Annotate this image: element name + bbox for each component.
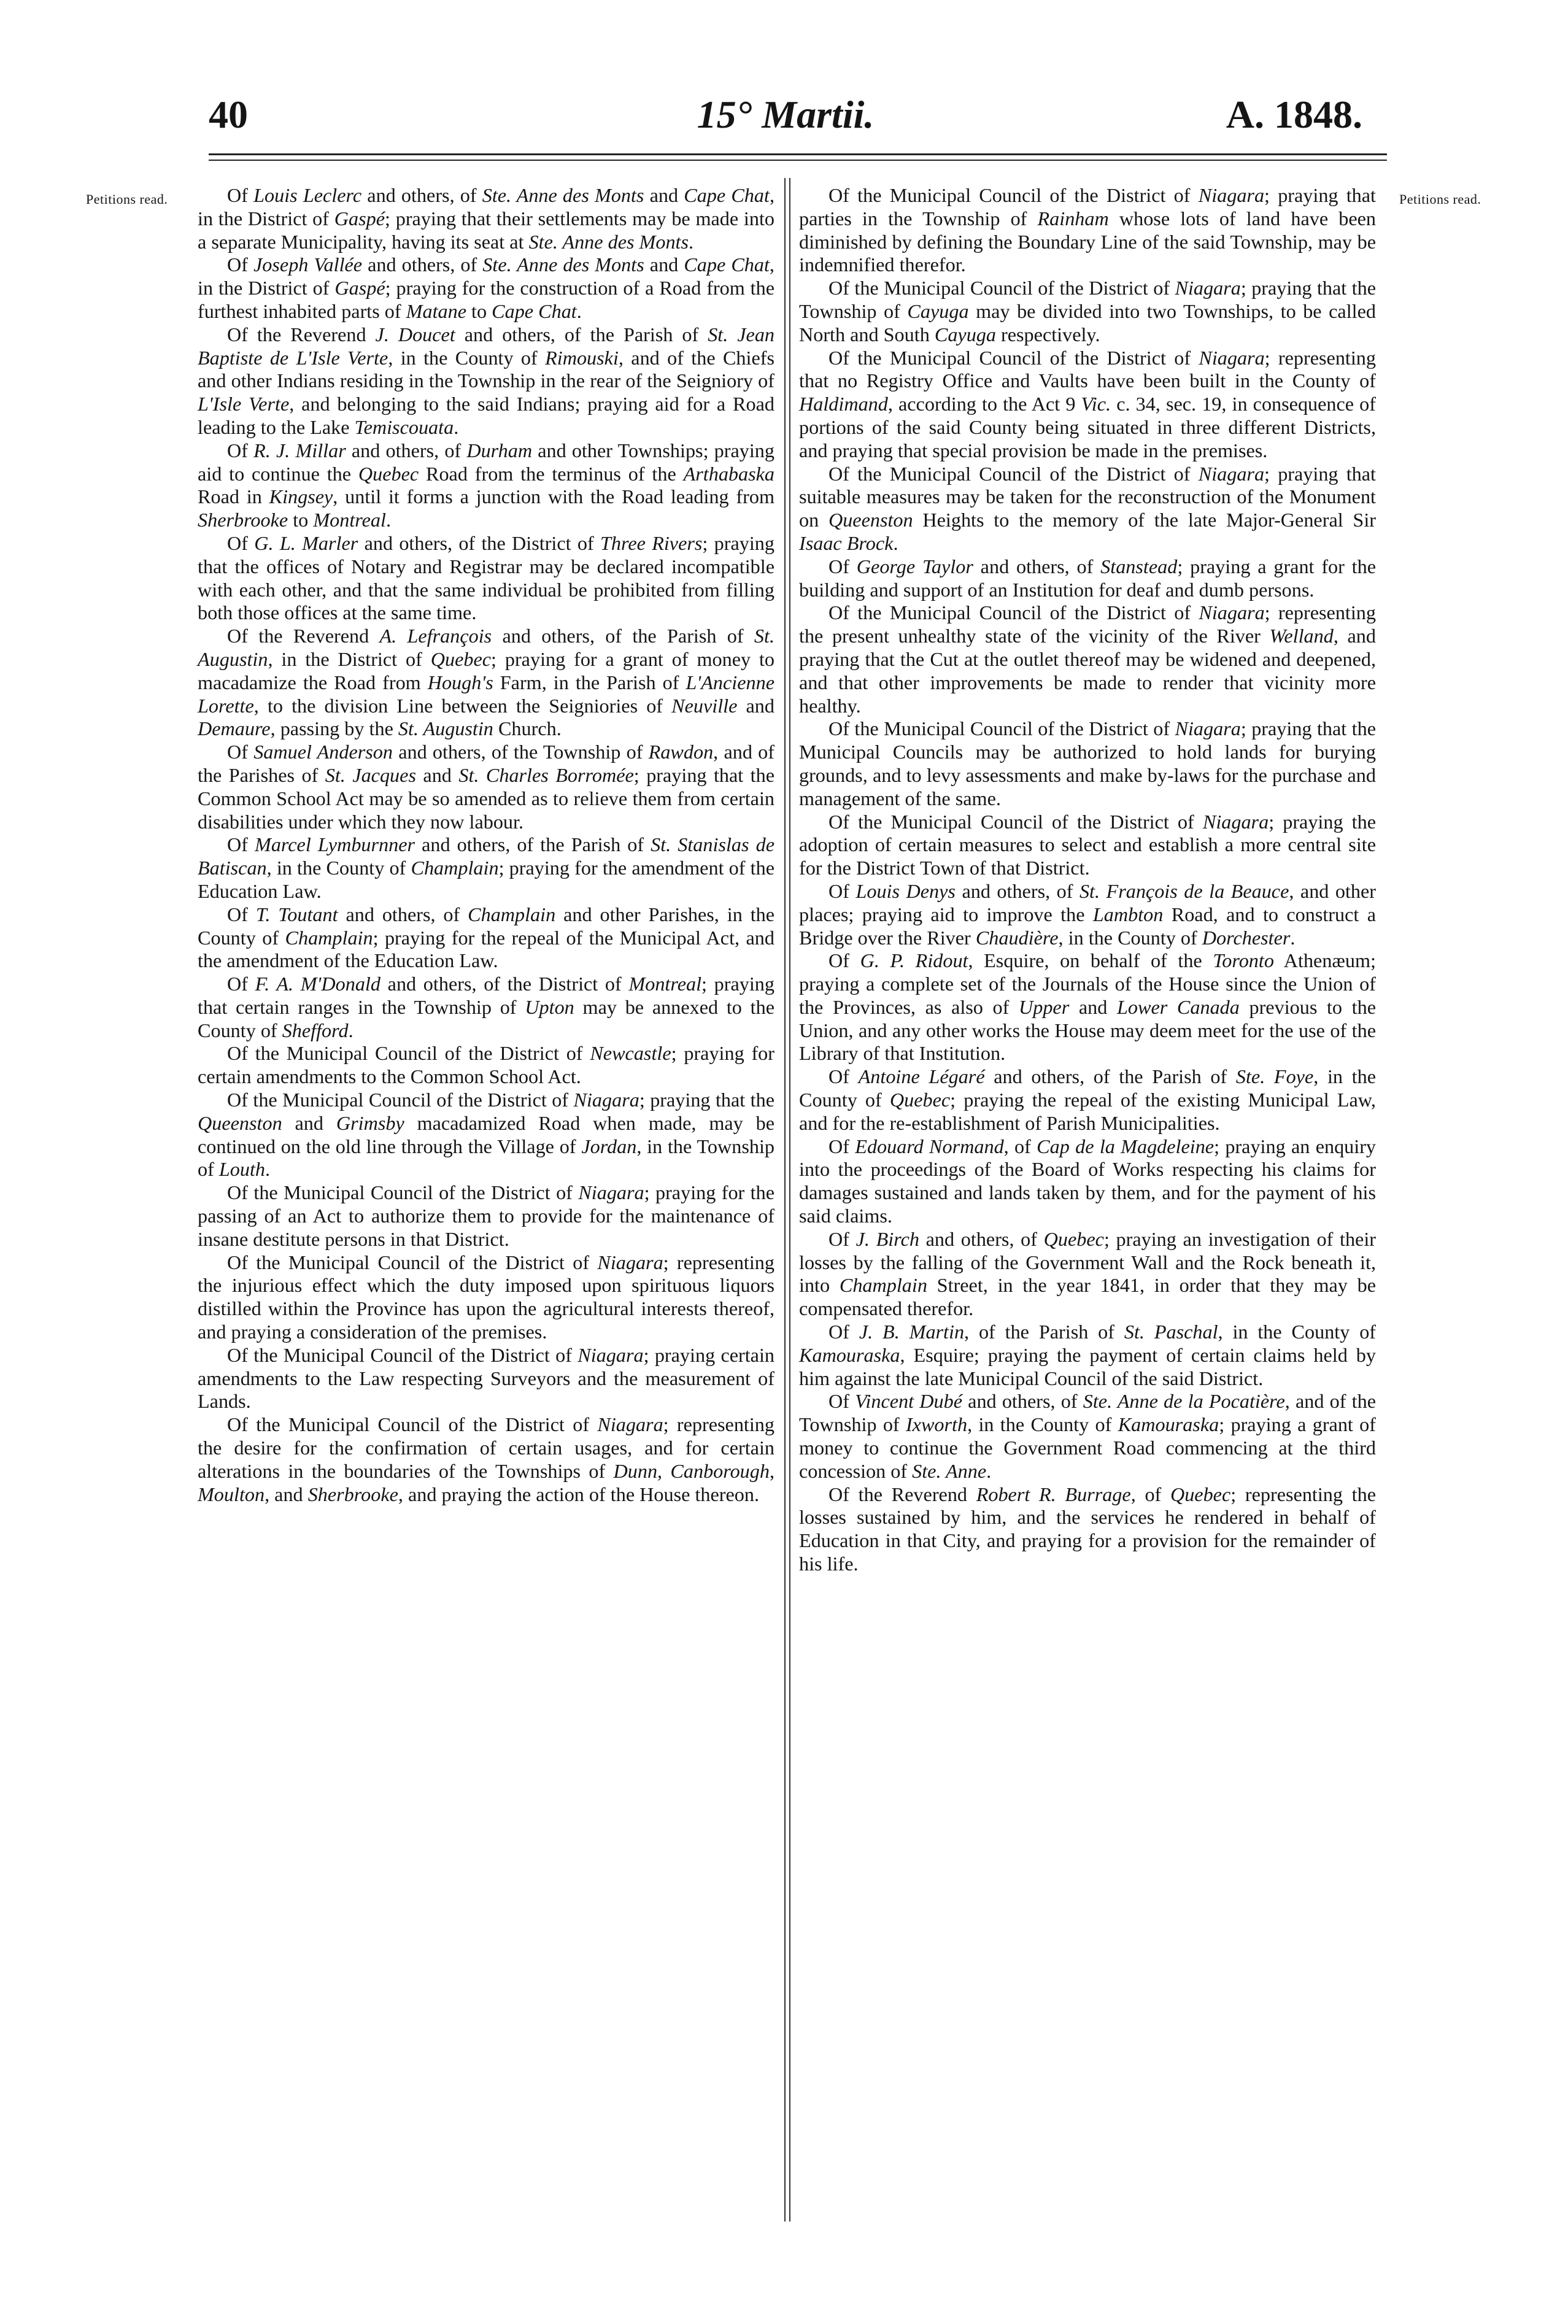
petition-entry: Of Marcel Lymburnner and others, of the Parish of St. Stanislas de Batiscan, in the County of Champlain; praying for the amendment of the Education Law. (198, 833, 774, 902)
petition-entry: Of the Municipal Council of the District of Niagara; representing the injurious effect which the duty imposed upon spirituous liquors distilled within the Province has upon the agricultural interests thereof, and praying a consideration of the premises. (198, 1251, 774, 1343)
page-header (196, 92, 1375, 141)
petition-entry: Of Joseph Vallée and others, of Ste. Anne des Monts and Cape Chat, in the District of Gaspé; praying for the construction of a Road from the furthest inhabited parts of Matane to Cape Chat. (198, 253, 775, 322)
petition-entry: Of the Municipal Council of the District of Niagara; praying that the Municipal Councils may be authorized to hold lands for burying grounds, and to levy assessments and make by-laws for the purchase and management of the same. (799, 717, 1376, 809)
petition-entry: Of Louis Leclerc and others, of Ste. Anne des Monts and Cape Chat, in the District of Gaspé; praying that their settlements may be made into a separate Municipality, having its seat at Ste. Anne des Monts. (198, 184, 774, 253)
left-column (198, 184, 774, 1506)
margin-note-left: Petitions read. (86, 191, 168, 207)
header-rule-top (209, 153, 1387, 155)
petition-entry: Of the Municipal Council of the District of Niagara; praying that suitable measures may be taken for the reconstruction of the Monument on Queenston Heights to the memory of the late Major-General Sir Isaac Brock. (799, 462, 1377, 554)
petition-entry: Of the Reverend A. Lefrançois and others, of the Parish of St. Augustin, in the District of Quebec; praying for a grant of money to macadamize the Road from Hough's Farm, in the Parish of L'Ancienne Lorette, to the division Line between the Seigniories of Neuville and Demaure, passing by the St. Augustin Church. (198, 625, 775, 740)
petition-entry: Of F. A. M'Donald and others, of the District of Montreal; praying that certain ranges in the Township of Upton may be annexed to the County of Shefford. (198, 973, 774, 1041)
column-divider (789, 178, 790, 2222)
page-date: 15° Martii. (697, 93, 875, 136)
right-column (799, 184, 1376, 1576)
column-divider (784, 178, 786, 2222)
header-rule-bottom (209, 160, 1387, 161)
petition-entry: Of the Municipal Council of the District of Niagara; praying for the passing of an Act to authorize them to provide for the maintenance of insane destitute persons in that District. (198, 1181, 774, 1250)
petition-entry: Of G. L. Marler and others, of the District of Three Rivers; praying that the offices of Notary and Registrar may be declared incompatible with each other, and that the same individual be prohibited from filling both those offices at the same time. (198, 531, 774, 624)
petition-entry: Of the Reverend J. Doucet and others, of the Parish of St. Jean Baptiste de L'Isle Verte, in the County of Rimouski, and of the Chiefs and other Indians residing in the Township in the rear of the Seigniory of L'Isle Verte, and belonging to the said Indians; praying aid for a Road leading to the Lake Temiscouata. (198, 323, 775, 438)
petition-entry: Of the Municipal Council of the District of Niagara; representing that no Registry Office and Vaults have been built in the County of Haldimand, according to the Act 9 Vic. c. 34, sec. 19, in consequence of portions of the said County being situated in three different Districts, and praying that special provision be made in the premises. (799, 346, 1376, 461)
petition-entry: Of the Municipal Council of the District of Niagara; praying the adoption of certain measures to select and establish a more central site for the District Town of that District. (799, 810, 1376, 879)
petition-entry: Of R. J. Millar and others, of Durham and other Townships; praying aid to continue the Quebec Road from the terminus of the Arthabaska Road in Kingsey, until it forms a junction with the Road leading from Sherbrooke to Montreal. (198, 439, 775, 531)
petition-entry: Of Antoine Légaré and others, of the Parish of Ste. Foye, in the County of Quebec; praying the repeal of the existing Municipal Law, and for the re-establishment of Parish Municipalities. (799, 1065, 1376, 1134)
petition-entry: Of the Municipal Council of the District of Niagara; praying that the Queenston and Grimsby macadamized Road when made, may be continued on the old line through the Village of Jordan, in the Township of Louth. (198, 1089, 775, 1181)
petition-entry: Of Louis Denys and others, of St. François de la Beauce, and other places; praying aid to improve the Lambton Road, and to construct a Bridge over the River Chaudière, in the County of Dorchester. (799, 879, 1377, 949)
petition-entry: Of the Municipal Council of the District of Newcastle; praying for certain amendments to the Common School Act. (198, 1042, 774, 1088)
petition-entry: Of the Municipal Council of the District of Niagara; praying that the Township of Cayuga may be divided into two Townships, to be called North and South Cayuga respectively. (799, 277, 1376, 346)
petition-entry: Of Samuel Anderson and others, of the Township of Rawdon, and of the Parishes of St. Jacques and St. Charles Borromée; praying that the Common School Act may be so amended as to relieve them from certain disabilities under which they now labour. (198, 741, 774, 833)
petition-entry: Of Vincent Dubé and others, of Ste. Anne de la Pocatière, and of the Township of Ixworth, in the County of Kamouraska; praying a grant of money to continue the Government Road commencing at the third concession of Ste. Anne. (799, 1390, 1377, 1482)
petition-entry: Of Edouard Normand, of Cap de la Magdeleine; praying an enquiry into the proceedings of the Board of Works respecting his claims for damages sustained and lands taken by them, and for the payment of his said claims. (799, 1135, 1377, 1227)
petition-entry: Of the Municipal Council of the District of Niagara; representing the desire for the confirmation of certain usages, and for certain alterations in the boundaries of the Townships of Dunn, Canborough, Moulton, and Sherbrooke, and praying the action of the House thereon. (198, 1413, 775, 1505)
petition-entry: Of the Municipal Council of the District of Niagara; praying certain amendments to the Law respecting Surveyors and the measurement of Lands. (198, 1343, 774, 1413)
petition-entry: Of G. P. Ridout, Esquire, on behalf of the Toronto Athenæum; praying a complete set of the Journals of the House since the Union of the Provinces, as also of Upper and Lower Canada previous to the Union, and any other works the House may deem meet for the use of the Library of that Institution. (799, 949, 1376, 1065)
petition-entry: Of T. Toutant and others, of Champlain and other Parishes, in the County of Champlain; praying for the repeal of the Municipal Act, and the amendment of the Education Law. (198, 903, 775, 972)
petition-entry: Of the Municipal Council of the District of Niagara; representing the present unhealthy state of the vicinity of the River Welland, and praying that the Cut at the outlet thereof may be widened and deepened, and that other improvements be made to render that vicinity more healthy. (799, 601, 1376, 717)
petition-entry: Of the Municipal Council of the District of Niagara; praying that parties in the Township of Rainham whose lots of land have been diminished by defining the Boundary Line of the said Township, may be indemnified therefor. (799, 184, 1377, 276)
petition-entry: Of J. Birch and others, of Quebec; praying an investigation of their losses by the falling of the Government Wall and the Rock beneath it, into Champlain Street, in the year 1841, in order that they may be compensated therefor. (799, 1227, 1377, 1320)
petition-entry: Of George Taylor and others, of Stanstead; praying a grant for the building and support of an Institution for deaf and dumb persons. (799, 555, 1376, 601)
margin-note-right: Petitions read. (1399, 191, 1481, 207)
petition-entry: Of the Reverend Robert R. Burrage, of Quebec; representing the losses sustained by him, and the services he rendered in behalf of Education in that City, and praying for a provision for the remainder of his life. (799, 1483, 1377, 1575)
petition-entry: Of J. B. Martin, of the Parish of St. Paschal, in the County of Kamouraska, Esquire; praying the payment of certain claims held by him against the late Municipal Council of the said District. (799, 1321, 1377, 1389)
page-year: A. 1848. (1226, 93, 1362, 136)
page-number: 40 (209, 93, 248, 136)
